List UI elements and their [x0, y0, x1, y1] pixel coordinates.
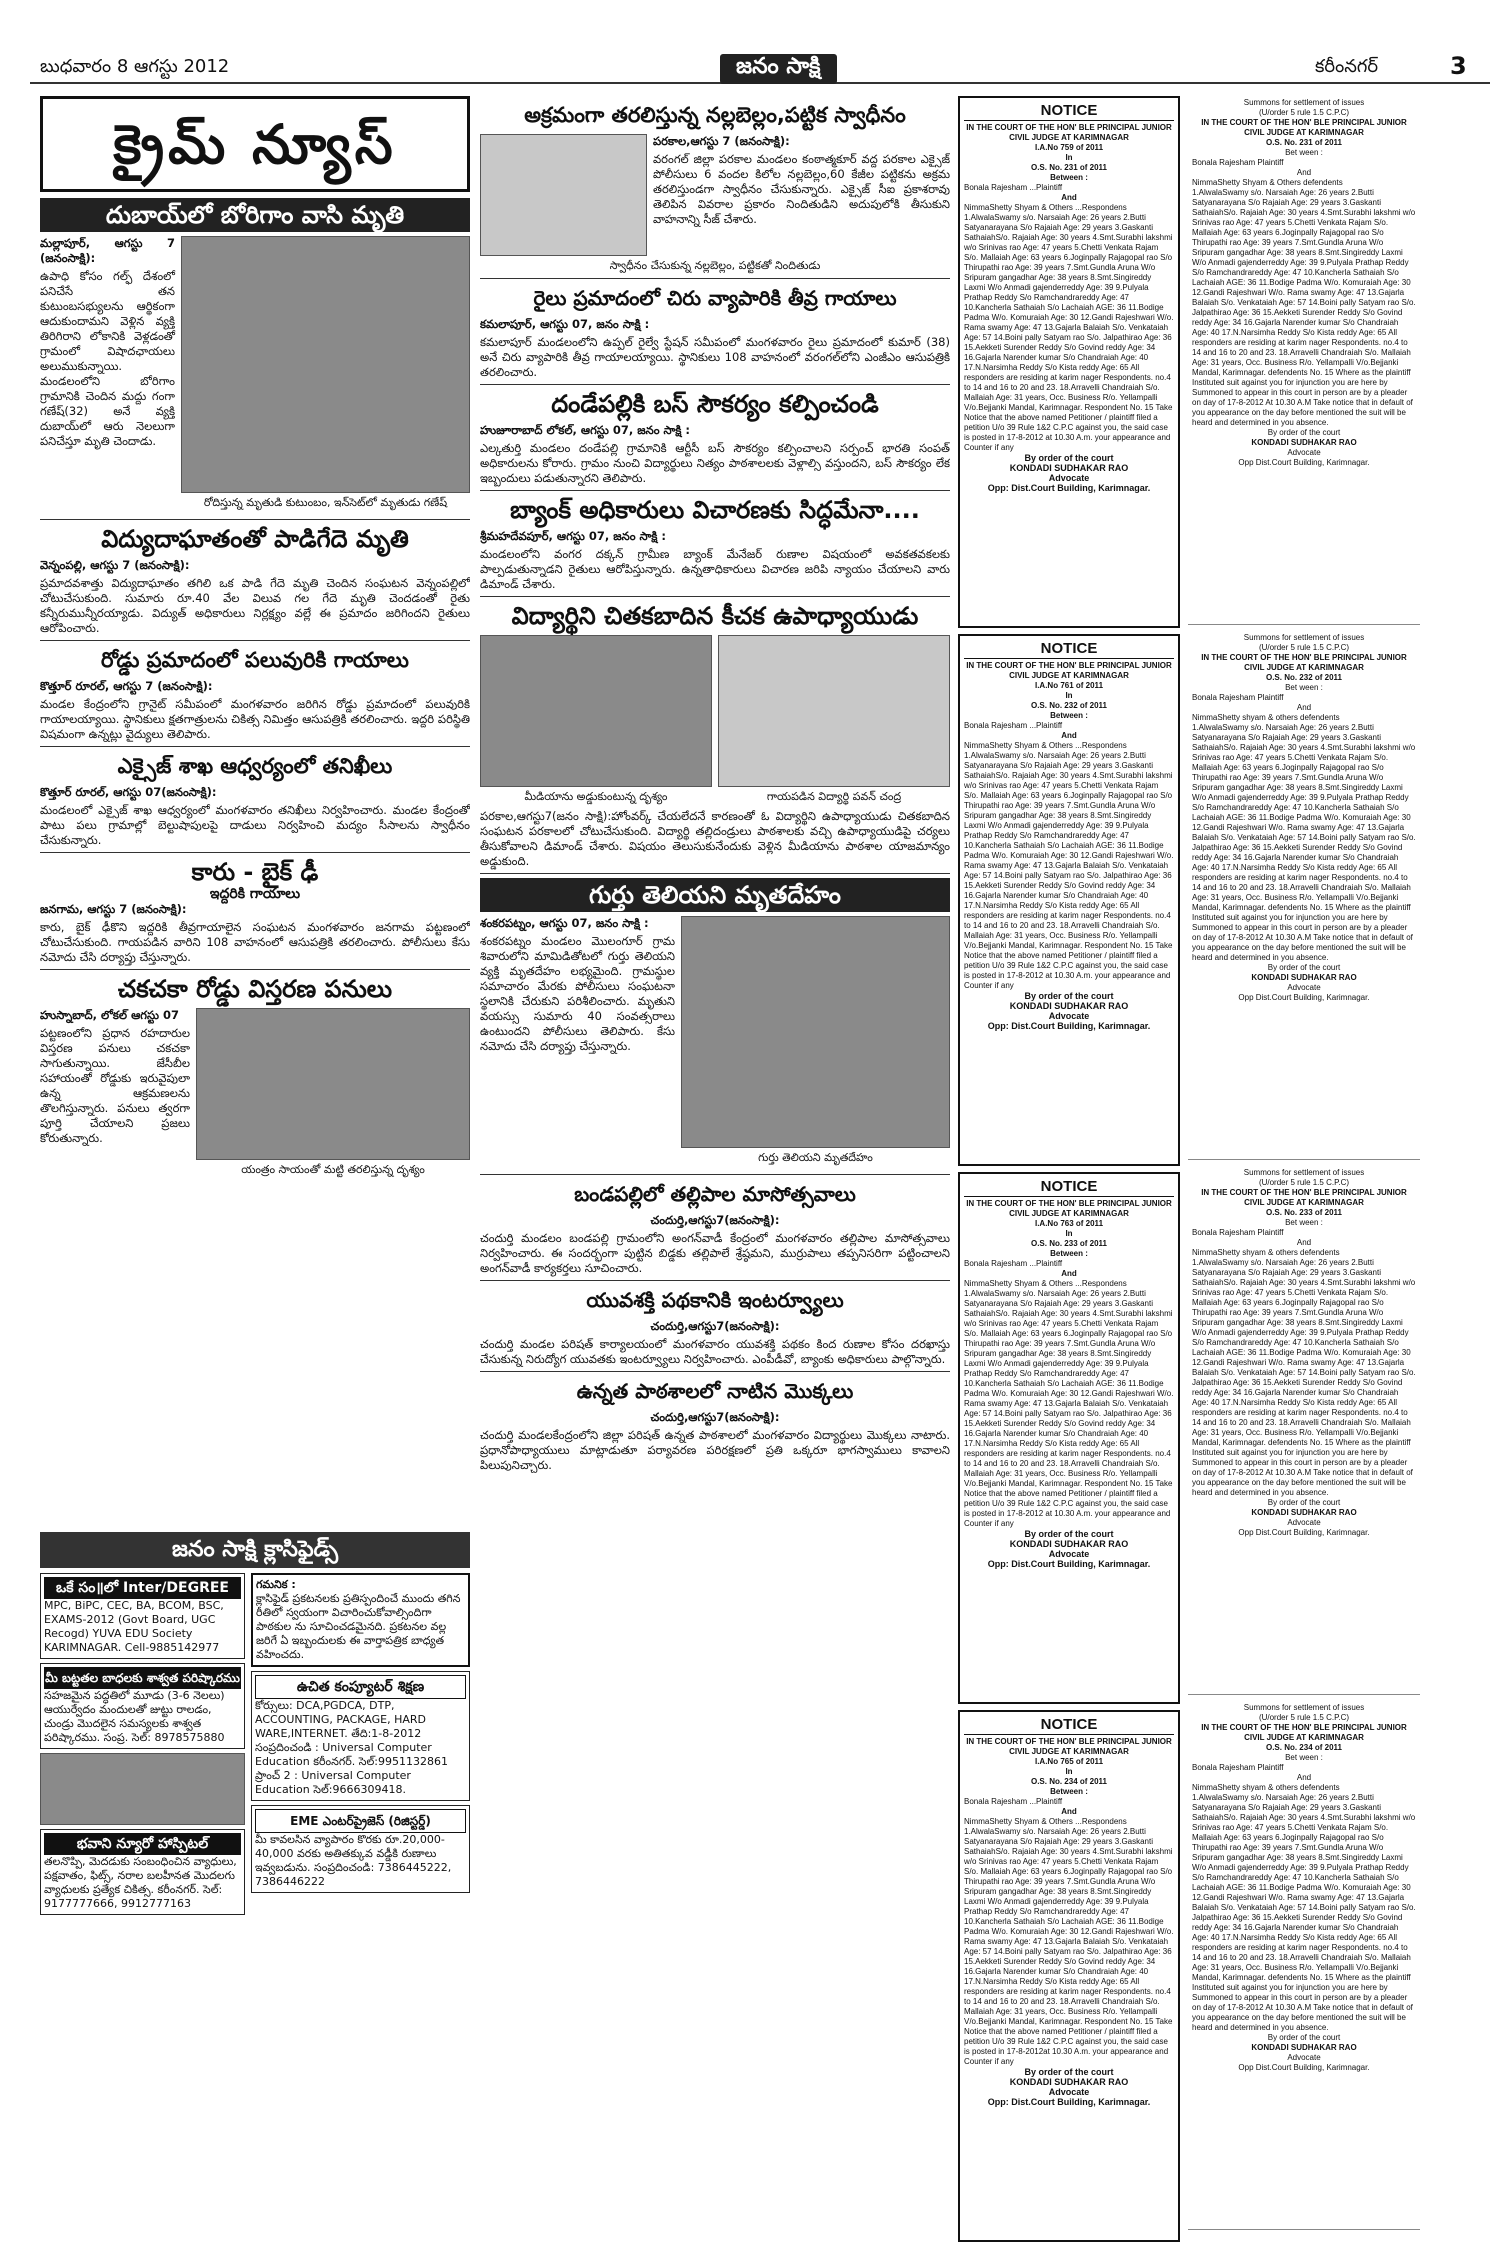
- summons-advocate: KONDADI SUDHAKAR RAO: [1251, 438, 1357, 447]
- summons-advocate: KONDADI SUDHAKAR RAO: [1251, 1508, 1357, 1517]
- deadbody-dateline: శంకరపట్నం, ఆగస్టు 07, జనం సాక్షి :: [480, 916, 649, 930]
- summons-2: [1188, 631, 1420, 1160]
- summons-os: O.S. No. 233 of 2011: [1265, 1208, 1343, 1217]
- summons-os: O.S. No. 232 of 2011: [1265, 673, 1343, 682]
- plants-body: చందుర్తి మండలకేంద్రంలోని జిల్లా పరిషత్ ఉన్నత పాఠశాలలో మంగళవారం విద్యార్థులు మొక్కలు నాటారు. ప్రధానోపాధ్యాయులు మాట్లాడుతూ పర్యావరణ పరిరక్షణలో ప్రతి ఒక్కరూ భాగస్వాములు కావాలని పిలుపునిచ్చారు.: [480, 1428, 950, 1472]
- teacher-headline: విద్యార్థిని చితకబాదిన కీచక ఉపాధ్యాయుడు: [511, 602, 919, 630]
- notice-court: IN THE COURT OF THE HON' BLE PRINCIPAL JUNIOR CIVIL JUDGE AT KARIMNAGAR: [966, 1199, 1172, 1218]
- bank-dateline: శ్రీమహదేవపూర్, ఆగస్టు 07, జనం సాక్షి :: [480, 529, 666, 543]
- summons-plaintiff: Bonala Rajesham Plaintiff: [1192, 693, 1284, 702]
- inter-degree-title: ఒకే సం॥లో Inter/DEGREE: [44, 1577, 241, 1599]
- skull-image: [40, 1753, 245, 1825]
- notice-between: Between :: [1050, 1249, 1088, 1258]
- bank-headline: బ్యాంక్ అధికారులు విచారణకు సిద్ధమేనా....: [510, 496, 920, 524]
- middle-news-column: [480, 96, 950, 2222]
- summons-list: 1.AlwalaSwamy s/o. Narsaiah Age: 26 years 2.Butti Satyanarayana S/o Rajaiah Age: 29 years 3.Gaskanti SathaiahS/o. Rajaiah Age: 30 years 4.Smt.Surabhi lakshmi w/o Srinivas rao Age: 47 years 5.Chetti Venkata Rajam S/o. Mallaiah Age: 63 years 6.Joginpally Rajagopal rao S/o Thirupathi rao Age: 39 years 7.Smt.Gundla Aruna W/o Sripuram gangadhar Age: 38 years 8.Smt.Singireddy Laxmi W/o Anmadi gajenderreddy Age: 39 9.Pulyala Prathap Reddy S/o Ramchandrareddy Age: 47 10.Kancherla Sathaiah S/o Lachaiah AGE: 36 11.Bodige Padma W/o. Komuraiah Age: 30 12.Gandi Rajeshwari W/o. Rama swamy Age: 47 13.Gajarla Balaiah S/o. Venkataiah Age: 57 14.Boini pally Satyam rao S/o. Jalpathirao Age: 36 15.Aekketi Surender Reddy S/o Govind reddy Age: 34 16.Gajarla Narender kumar S/o Chandraiah Age: 40 17.N.Narsimha Reddy S/o Kista reddy Age: 65 All responders are residing at karim nager Respondents. no.4 to 14 and 16 to 20 and 23. 18.Arravelli Chandraiah S/o. Mallaiah Age: 31 years, Occ. Business R/o. Yellampalli V/o.Bejjanki Mandal, Karimnagar. defendents No. 15 Where as the plaintiff Instituted suit against you for injunction you are here by Summoned to appear in this court in person are by a pleader on day of 17-8-2012 At 10.30 A.M Take notice that in default of you appearance on the day before mentioned the suit will be heard and determined in you absence.: [1192, 1258, 1416, 1497]
- divider: [40, 852, 470, 853]
- notice-os: O.S. No. 233 of 2011: [1030, 1239, 1108, 1248]
- notice-and: And: [1061, 731, 1077, 740]
- classifieds-right-col: [251, 1573, 470, 1919]
- notice-order: By order of the court: [1024, 1529, 1114, 1539]
- summons-order: By order of the court: [1267, 1498, 1341, 1507]
- summons-order: By order of the court: [1267, 428, 1341, 437]
- neuro-hospital-body: తలనొప్పి, మెదడుకు సంబంధించిన వ్యాధులు, పక్షవాతం, ఫిట్స్, నరాల బలహీనత మొదలగు వ్యాధులకు ప్రత్యేక చికిత్స. కరీంనగర్. సెల్: 9177777666, 9912777163: [44, 1855, 237, 1910]
- summons-address: Opp Dist.Court Building, Karimnagar.: [1238, 2063, 1370, 2072]
- summons-rule: (U/order 5 rule 1.5 C.P.C): [1258, 1713, 1350, 1722]
- roadworks-photo-col: [196, 1008, 470, 1182]
- car-dateline: జనగామ, ఆగస్టు 7 (జనంసాక్షి):: [40, 902, 187, 916]
- summons-os: O.S. No. 234 of 2011: [1265, 1743, 1343, 1752]
- summons-advocate: KONDADI SUDHAKAR RAO: [1251, 973, 1357, 982]
- divider: [480, 490, 950, 491]
- notice-address: Opp: Dist.Court Building, Karimnagar.: [987, 2097, 1151, 2107]
- page-number: 3: [1450, 52, 1467, 80]
- notice-title: గమనిక :: [256, 1578, 296, 1591]
- summons-address: Opp Dist.Court Building, Karimnagar.: [1238, 1528, 1370, 1537]
- summons-court: IN THE COURT OF THE HON' BLE PRINCIPAL JUNIOR CIVIL JUDGE AT KARIMNAGAR: [1201, 653, 1407, 672]
- notice-respondents: NimmaShetty Shyam & Others ...Respondens: [964, 1817, 1127, 1826]
- summons-list: 1.AlwalaSwamy s/o. Narsaiah Age: 26 years 2.Butti Satyanarayana S/o Rajaiah Age: 29 years 3.Gaskanti SathaiahS/o. Rajaiah Age: 30 years 4.Smt.Surabhi lakshmi w/o Srinivas rao Age: 47 years 5.Chetti Venkata Rajam S/o. Mallaiah Age: 63 years 6.Joginpally Rajagopal rao S/o Thirupathi rao Age: 39 years 7.Smt.Gundla Aruna W/o Sripuram gangadhar Age: 38 years 8.Smt.Singireddy Laxmi W/o Anmadi gajenderreddy Age: 39 9.Pulyala Prathap Reddy S/o Ramchandrareddy Age: 47 10.Kancherla Sathaiah S/o Lachaiah AGE: 36 11.Bodige Padma W/o. Komuraiah Age: 30 12.Gandi Rajeshwari W/o. Rama swamy Age: 47 13.Gajarla Balaiah S/o. Venkataiah Age: 57 14.Boini pally Satyam rao S/o. Jalpathirao Age: 36 15.Aekketi Surender Reddy S/o Govind reddy Age: 34 16.Gajarla Narender kumar S/o Chandraiah Age: 40 17.N.Narsimha Reddy S/o Kista reddy Age: 65 All responders are residing at karim nager Respondents. no.4 to 14 and 16 to 20 and 23. 18.Arravelli Chandraiah S/o. Mallaiah Age: 31 years, Occ. Business R/o. Yellampalli V/o.Bejjanki Mandal, Karimnagar. defendents No. 15 Where as the plaintiff Instituted suit against you for injunction you are here by Summoned to appear in this court in person are by a pleader on day of 17-8-2012 At 10.30 A.M Take notice that in default of you appearance on the day before mentioned the suit will be heard and determined in you absence.: [1192, 188, 1416, 427]
- notice-ia: I.A.No 759 of 2011: [1034, 143, 1104, 152]
- court-notice-3: [958, 1172, 1180, 1704]
- notice-court: IN THE COURT OF THE HON' BLE PRINCIPAL JUNIOR CIVIL JUDGE AT KARIMNAGAR: [966, 661, 1172, 680]
- deadbody-photo: [681, 916, 950, 1148]
- notice-respondents: NimmaShetty Shyam & Others ...Respondens: [964, 203, 1127, 212]
- summons-address: Opp Dist.Court Building, Karimnagar.: [1238, 993, 1370, 1002]
- notice-title: NOTICE: [964, 1716, 1174, 1735]
- notice-plaintiff: Bonala Rajesham ...Plaintiff: [964, 183, 1063, 192]
- summons-court: IN THE COURT OF THE HON' BLE PRINCIPAL JUNIOR CIVIL JUDGE AT KARIMNAGAR: [1201, 1188, 1407, 1207]
- summons-and: And: [1296, 1773, 1312, 1782]
- summons-court: IN THE COURT OF THE HON' BLE PRINCIPAL JUNIOR CIVIL JUDGE AT KARIMNAGAR: [1201, 1723, 1407, 1742]
- notice-in: In: [1065, 691, 1073, 700]
- notice-box: [251, 1573, 470, 1667]
- divider: [480, 1371, 950, 1372]
- notice-order: By order of the court: [1024, 453, 1114, 463]
- divider: [40, 640, 470, 641]
- plants-headline: ఉన్నత పాఠశాలలో నాటిన మొక్కలు: [576, 1379, 854, 1403]
- notice-and: And: [1061, 193, 1077, 202]
- notice-advocate: KONDADI SUDHAKAR RAO: [1009, 1001, 1129, 1011]
- notice-body: క్లాసిఫైడ్ ప్రకటనలకు ప్రతిస్పందించే ముందు తగిన రీతిలో స్వయంగా విచారించుకోవాల్సిందిగా పాఠకుల ను సూచించడమైనది. ప్రకటనల వల్ల జరిగే ఏ ఇబ్బందులకు ఈ వార్తాపత్రిక బాధ్యత వహించదు.: [256, 1592, 461, 1661]
- summons-1: [1188, 96, 1420, 625]
- summons-and: And: [1296, 703, 1312, 712]
- notice-plaintiff: Bonala Rajesham ...Plaintiff: [964, 1259, 1063, 1268]
- notice-title: NOTICE: [964, 640, 1174, 659]
- notice-respondents: NimmaShetty Shyam & Others ...Respondens: [964, 1279, 1127, 1288]
- divider: [480, 1280, 950, 1281]
- rail-dateline: కమలాపూర్, ఆగస్టు 07, జనం సాక్షి :: [480, 317, 650, 331]
- notice-title: NOTICE: [964, 102, 1174, 121]
- flag-body: వరంగల్ జిల్లా పరకాల మండలం కంఠాత్మకూర్ వద్ద పరకాల ఎక్సైజ్ పోలీసులు 6 వందల కిలోల నల్లబెల్లం,60 కేజీల పట్టికను అక్రమ తరలిస్తుండగా స్వాధీనం చేసుకున్నారు. ఎక్సైజ్ సీఐ ప్రకాశరావు తెలిపిన వివరాల ప్రకారం నిందితుడిని అదుపులోకి తీసుకుని వాహనాన్ని సీజ్ చేశారు.: [653, 152, 950, 226]
- summons-between: Bet ween :: [1285, 683, 1323, 692]
- notice-address: Opp: Dist.Court Building, Karimnagar.: [987, 1021, 1151, 1031]
- computer-training-body: కోర్సులు: DCA,PGDCA, DTP, ACCOUNTING, PACKAGE, HARD WARE,INTERNET. తేది:1-8-2012 సంప్రదించండి : Universal Computer Education కరీంనగర్. సెల్:9951132861 ప్రాంచ్ 2 : Universal Computer Education సెల్:9666309418.: [255, 1699, 448, 1796]
- summons-title: Summons for settlement of issues: [1243, 1168, 1365, 1177]
- divider: [480, 278, 950, 279]
- edition-name: కరీంనగర్: [1315, 56, 1378, 77]
- rail-body: కమలాపూర్ మండలంలోని ఉప్పల్ రైల్వే స్టేషన్ సమీపంలో మంగళవారం రైలు ప్రమాదంలో కుమార్ (38) అనే చిరు వ్యాపారికి తీవ్ర గాయాలయ్యాయి. స్థానికులు 108 వాహనంలో వరంగల్‌లోని ఎంజీఎం ఆసుపత్రికి తరలించారు.: [480, 335, 950, 379]
- dubai-text-col: [40, 236, 175, 515]
- notice-ia: I.A.No 765 of 2011: [1034, 1757, 1104, 1766]
- dubai-caption: రోదిస్తున్న మృతుడి కుటుంబం, ఇన్‌సెట్‌లో మృతుడు గణేష్: [203, 496, 448, 509]
- roadworks-dateline: హుస్నాబాద్, లోకల్ ఆగస్టు 07: [40, 1008, 180, 1022]
- summons-rule: (U/order 5 rule 1.5 C.P.C): [1258, 108, 1350, 117]
- newspaper-logo: జనం సాక్షి: [720, 54, 837, 84]
- bus-dateline: హుజూరాబాద్ లోకల్, ఆగస్టు 07, జనం సాక్షి :: [480, 423, 690, 437]
- notice-advocate-title: Advocate: [1048, 1549, 1090, 1559]
- summons-and: And: [1296, 168, 1312, 177]
- roadworks-headline: చకచకా రోడ్డు విస్తరణ పనులు: [117, 975, 393, 1003]
- bus-headline: దండేపల్లికి బస్ సౌకర్యం కల్పించండి: [551, 390, 879, 418]
- notice-list: 1.AlwalaSwamy s/o. Narsaiah Age: 26 years 2.Butti Satyanarayana S/o Rajaiah Age: 29 years 3.Gaskanti SathaiahS/o. Rajaiah Age: 30 years 4.Smt.Surabhi lakshmi w/o Srinivas rao Age: 47 years 5.Chetti Venkata Rajam S/o. Mallaiah Age: 63 years 6.Joginpally Rajagopal rao S/o Thirupathi rao Age: 39 years 7.Smt.Gundla Aruna W/o Sripuram gangadhar Age: 38 years 8.Smt.Singireddy Laxmi W/o Anmadi gajenderreddy Age: 39 9.Pulyala Prathap Reddy S/o Ramchandrareddy Age: 47 10.Kancherla Sathaiah S/o Lachaiah AGE: 36 11.Bodige Padma W/o. Komuraiah Age: 30 12.Gandi Rajeshwari W/o. Rama swamy Age: 47 13.Gajarla Balaiah S/o. Venkataiah Age: 57 14.Boini pally Satyam rao S/o. Jalpathirao Age: 36 15.Aekketi Surender Reddy S/o Govind reddy Age: 34 16.Gajarla Narender kumar S/o Chandraiah Age: 40 17.N.Narsimha Reddy S/o Kista reddy Age: 65 All responders are residing at karim nager Respondents. no.4 to 14 and 16 to 20 and 23. 18.Arravelli Chandraiah S/o. Mallaiah Age: 31 years, Occ. Business R/o. Yellampalli V/o.Bejjanki Mandal, Karimnagar. Respondent No. 15 Take Notice that the above named Petitioner / plaintiff filed a petition U/o 39 Rule 1&2 C.P.C against you, the said case is posted in 17-8-2012 at 10.30 A.m. your appearance and Counter if any: [964, 751, 1174, 990]
- notice-in: In: [1065, 1767, 1073, 1776]
- deadbody-story: [480, 916, 950, 1170]
- summons-address: Opp Dist.Court Building, Karimnagar.: [1238, 458, 1370, 467]
- youth-dateline: చందుర్తి,ఆగస్టు7(జనంసాక్షి):: [650, 1319, 780, 1333]
- divider: [480, 873, 950, 874]
- notice-list: 1.AlwalaSwamy s/o. Narsaiah Age: 26 years 2.Butti Satyanarayana S/o Rajaiah Age: 29 years 3.Gaskanti SathaiahS/o. Rajaiah Age: 30 years 4.Smt.Surabhi lakshmi w/o Srinivas rao Age: 47 years 5.Chetti Venkata Rajam S/o. Mallaiah Age: 63 years 6.Joginpally Rajagopal rao S/o Thirupathi rao Age: 39 years 7.Smt.Gundla Aruna W/o Sripuram gangadhar Age: 38 years 8.Smt.Singireddy Laxmi W/o Anmadi gajenderreddy Age: 39 9.Pulyala Prathap Reddy S/o Ramchandrareddy Age: 47 10.Kancherla Sathaiah S/o Lachaiah AGE: 36 11.Bodige Padma W/o. Komuraiah Age: 30 12.Gandi Rajeshwari W/o. Rama swamy Age: 47 13.Gajarla Balaiah S/o. Venkataiah Age: 57 14.Boini pally Satyam rao S/o. Jalpathirao Age: 36 15.Aekketi Surender Reddy S/o Govind reddy Age: 34 16.Gajarla Narender kumar S/o Chandraiah Age: 40 17.N.Narsimha Reddy S/o Kista reddy Age: 65 All responders are residing at karim nager Respondents. no.4 to 14 and 16 to 20 and 23. 18.Arravelli Chandraiah S/o. Mallaiah Age: 31 years, Occ. Business R/o. Yellampalli V/o.Bejjanki Mandal, Karimnagar. Respondent No. 15 Take Notice that the above named Petitioner / plaintiff filed a petition U/o 39 Rule 1&2 C.P.C against you, the said case is posted in 17-8-2012at 10.30 A.m. your appearance and Counter if any: [964, 1827, 1174, 2066]
- teacher-photo-2-wrap: [718, 635, 950, 809]
- hair-treatment-title: మీ బట్టతల బాధలకు శాశ్వత పరిష్కారము: [44, 1667, 241, 1689]
- media-blocking-photo: [480, 635, 712, 787]
- flag-story: [480, 134, 950, 256]
- divider: [480, 596, 950, 597]
- classifieds-grid: [40, 1573, 470, 1919]
- computer-training-ad: [251, 1671, 470, 1801]
- computer-training-title: ఉచిత కంప్యూటర్ శిక్షణ: [255, 1675, 466, 1699]
- summons-title: Summons for settlement of issues: [1243, 1703, 1365, 1712]
- road-headline: రోడ్డు ప్రమాదంలో పలువురికి గాయాలు: [101, 648, 409, 672]
- deadbody-photo-col: [681, 916, 950, 1170]
- hair-treatment-ad: [40, 1663, 245, 1749]
- notice-os: O.S. No. 234 of 2011: [1030, 1777, 1108, 1786]
- notice-in: In: [1065, 1229, 1073, 1238]
- summons-order: By order of the court: [1267, 963, 1341, 972]
- issue-date: బుధవారం 8 ఆగస్టు 2012: [40, 56, 230, 77]
- notice-respondents: NimmaShetty Shyam & Others ...Respondens: [964, 741, 1127, 750]
- notice-list: 1.AlwalaSwamy s/o. Narsaiah Age: 26 years 2.Butti Satyanarayana S/o Rajaiah Age: 29 years 3.Gaskanti SathaiahS/o. Rajaiah Age: 30 years 4.Smt.Surabhi lakshmi w/o Srinivas rao Age: 47 years 5.Chetti Venkata Rajam S/o. Mallaiah Age: 63 years 6.Joginpally Rajagopal rao S/o Thirupathi rao Age: 39 years 7.Smt.Gundla Aruna W/o Sripuram gangadhar Age: 38 years 8.Smt.Singireddy Laxmi W/o Anmadi gajenderreddy Age: 39 9.Pulyala Prathap Reddy S/o Ramchandrareddy Age: 47 10.Kancherla Sathaiah S/o Lachaiah AGE: 36 11.Bodige Padma W/o. Komuraiah Age: 30 12.Gandi Rajeshwari W/o. Rama swamy Age: 47 13.Gajarla Balaiah S/o. Venkataiah Age: 57 14.Boini pally Satyam rao S/o. Jalpathirao Age: 36 15.Aekketi Surender Reddy S/o Govind reddy Age: 34 16.Gajarla Narender kumar S/o Chandraiah Age: 40 17.N.Narsimha Reddy S/o Kista reddy Age: 65 All responders are residing at karim nager Respondents. no.4 to 14 and 16 to 20 and 23. 18.Arravelli Chandraiah S/o. Mallaiah Age: 31 years, Occ. Business R/o. Yellampalli V/o.Bejjanki Mandal, Karimnagar. Respondent No. 15 Take Notice that the above named Petitioner / plaintiff filed a petition U/o 39 Rule 1&2 C.P.C against you, the said case is posted in 17-8-2012 at 10.30 A.m. your appearance and Counter if any: [964, 1289, 1174, 1528]
- notice-and: And: [1061, 1807, 1077, 1816]
- summons-list: 1.AlwalaSwamy s/o. Narsaiah Age: 26 years 2.Butti Satyanarayana S/o Rajaiah Age: 29 years 3.Gaskanti SathaiahS/o. Rajaiah Age: 30 years 4.Smt.Surabhi lakshmi w/o Srinivas rao Age: 47 years 5.Chetti Venkata Rajam S/o. Mallaiah Age: 63 years 6.Joginpally Rajagopal rao S/o Thirupathi rao Age: 39 years 7.Smt.Gundla Aruna W/o Sripuram gangadhar Age: 38 years 8.Smt.Singireddy Laxmi W/o Anmadi gajenderreddy Age: 39 9.Pulyala Prathap Reddy S/o Ramchandrareddy Age: 47 10.Kancherla Sathaiah S/o Lachaiah AGE: 36 11.Bodige Padma W/o. Komuraiah Age: 30 12.Gandi Rajeshwari W/o. Rama swamy Age: 47 13.Gajarla Balaiah S/o. Venkataiah Age: 57 14.Boini pally Satyam rao S/o. Jalpathirao Age: 36 15.Aekketi Surender Reddy S/o Govind reddy Age: 34 16.Gajarla Narender kumar S/o Chandraiah Age: 40 17.N.Narsimha Reddy S/o Kista reddy Age: 65 All responders are residing at karim nager Respondents. no.4 to 14 and 16 to 20 and 23. 18.Arravelli Chandraiah S/o. Mallaiah Age: 31 years, Occ. Business R/o. Yellampalli V/o.Bejjanki Mandal, Karimnagar. defendents No. 15 Where as the plaintiff Instituted suit against you for injunction you are here by Summoned to appear in this court in person are by a pleader on day of 17-8-2012 At 10.30 A.M Take notice that in default of you appearance on the day before mentioned the suit will be heard and determined in you absence.: [1192, 1793, 1416, 2032]
- dubai-body: ఉపాధి కోసం గల్ఫ్ దేశంలో పనిచేసే తన కుటుంబసభ్యులను ఆర్థికంగా ఆదుకుందామని వెళ్లిన వ్యక్తి తిరిగిరాని లోకానికి వెళ్లడంతో గ్రామంలో విషాదఛాయలు అలుముకున్నాయి. మండలంలోని బోరిగాం గ్రామానికి చెందిన మద్దు గంగా గణేష్(32) అనే వ్యక్తి దుబాయ్‌లో ఆరు నెలలుగా పనిచేస్తూ మృతి చెందాడు.: [40, 269, 175, 448]
- electric-body: ప్రమాదవశాత్తు విద్యుదాఘాతం తగిలి ఒక పాడి గేదె మృతి చెందిన సంఘటన వెన్నంపల్లిలో చోటుచేసుకుంది. సుమారు రూ.40 వేల విలువ గల గేదె మృతి చెందడంతో రైతు కన్నీరుమున్నీరయ్యాడు. విద్యుత్ అధికారులు నిర్లక్ష్యం వల్లే ఈ ప్రమాదం జరిగిందని రైతులు ఆరోపించారు.: [40, 576, 470, 635]
- notice-between: Between :: [1050, 1787, 1088, 1796]
- notice-address: Opp: Dist.Court Building, Karimnagar.: [987, 483, 1151, 493]
- flag-headline: అక్రమంగా తరలిస్తున్న నల్లబెల్లం,పట్టిక స్వాధీనం: [524, 103, 906, 127]
- notice-os: O.S. No. 232 of 2011: [1030, 701, 1108, 710]
- notice-court: IN THE COURT OF THE HON' BLE PRINCIPAL JUNIOR CIVIL JUDGE AT KARIMNAGAR: [966, 1737, 1172, 1756]
- summons-advocate-title: Advocate: [1287, 1518, 1321, 1527]
- summons-rule: (U/order 5 rule 1.5 C.P.C): [1258, 1178, 1350, 1187]
- notice-and: And: [1061, 1269, 1077, 1278]
- teacher-photo-1-wrap: [480, 635, 712, 809]
- divider: [40, 519, 470, 520]
- summons-advocate: KONDADI SUDHAKAR RAO: [1251, 2043, 1357, 2052]
- court-notice-4: [958, 1710, 1180, 2242]
- summons-plaintiff: Bonala Rajesham Plaintiff: [1192, 1763, 1284, 1772]
- divider: [480, 1174, 950, 1175]
- roadworks-body: పట్టణంలోని ప్రధాన రహదారుల విస్తరణ పనులు చకచకా సాగుతున్నాయి. జేసీబీల సహాయంతో రోడ్డుకు ఇరువైపులా ఉన్న ఆక్రమణలను తొలగిస్తున్నారు. పనులు త్వరగా పూర్తి చేయాలని ప్రజలు కోరుతున్నారు.: [40, 1026, 190, 1145]
- hair-treatment-body: సహజమైన పద్ధతిలో మూడు (3-6 నెలలు) ఆయుర్వేదం మందులతో జుట్టు రాలడం, చుండ్రు మొదలైన సమస్యలకు శాశ్వత పరిష్కారము. సంప్ర. సెల్: 8978575880: [44, 1689, 225, 1744]
- roadworks-caption: యంత్రం సాయంతో మట్టి తరలిస్తున్న దృశ్యం: [241, 1163, 425, 1176]
- notice-order: By order of the court: [1024, 2067, 1114, 2077]
- road-dateline: కొత్తూర్ రూరల్, ఆగస్టు 7 (జనంసాక్షి):: [40, 679, 213, 693]
- roadworks-photo: [196, 1008, 470, 1160]
- flag-photo: [480, 134, 647, 256]
- notice-address: Opp: Dist.Court Building, Karimnagar.: [987, 1559, 1151, 1569]
- plants-dateline: చందుర్తి,ఆగస్టు7(జనంసాక్షి):: [650, 1410, 780, 1424]
- court-notice-2: [958, 634, 1180, 1166]
- teacher-photos: [480, 635, 950, 809]
- summons-advocate-title: Advocate: [1287, 2053, 1321, 2062]
- summons-between: Bet ween :: [1285, 1753, 1323, 1762]
- masthead: [30, 52, 1490, 84]
- teacher-caption-1: మీడియాను అడ్డుకుంటున్న దృశ్యం: [524, 790, 668, 803]
- milk-dateline: చందుర్తి,ఆగస్టు7(జనంసాక్షి):: [650, 1213, 780, 1227]
- electric-headline: విద్యుదాఘాతంతో పాడిగేదె మృతి: [101, 525, 409, 553]
- divider: [480, 384, 950, 385]
- notice-between: Between :: [1050, 173, 1088, 182]
- notices-column: [958, 96, 1180, 2222]
- summons-title: Summons for settlement of issues: [1243, 633, 1365, 642]
- notice-plaintiff: Bonala Rajesham ...Plaintiff: [964, 721, 1063, 730]
- road-body: మండల కేంద్రంలోని గ్రానైట్ సమీపంలో మంగళవారం జరిగిన రోడ్డు ప్రమాదంలో పలువురికి గాయాలయ్యాయి. స్థానికులు క్షతగాత్రులను చికిత్స నిమిత్తం ఆసుపత్రికి తరలించారు. ఇద్దరి పరిస్థితి విషమంగా ఉన్నట్లు వైద్యులు తెలిపారు.: [40, 697, 470, 741]
- notice-advocate-title: Advocate: [1048, 1011, 1090, 1021]
- teacher-body: పరకాల,ఆగస్టు7(జనం సాక్షి):హోంవర్క్ చేయలేదనే కారణంతో ఓ విద్యార్థిని ఉపాధ్యాయుడు చితకబాదిన సంఘటన పరకాలలో చోటుచేసుకుంది. విద్యార్థి తల్లిదండ్రులు పాఠశాలకు వచ్చి ఉపాధ్యాయుడిపై చర్యలు తీసుకోవాలని డిమాండ్ చేశారు. విషయం తెలుసుకునేందుకు వెళ్లిన మీడియాను పాఠశాల యాజమాన్యం అడ్డుకుంది.: [480, 809, 950, 868]
- dubai-photo-col: [181, 236, 470, 515]
- notice-os: O.S. No. 231 of 2011: [1030, 163, 1108, 172]
- excise-dateline: కొత్తూర్ రూరల్, ఆగస్టు 07(జనంసాక్షి):: [40, 785, 217, 799]
- notice-in: In: [1065, 153, 1073, 162]
- crime-news-logo: క్రైమ్ న్యూస్: [40, 96, 470, 192]
- notice-order: By order of the court: [1024, 991, 1114, 1001]
- dubai-dateline: మల్లాపూర్, ఆగస్టు 7 (జనంసాక్షి):: [40, 236, 175, 265]
- notice-advocate: KONDADI SUDHAKAR RAO: [1009, 463, 1129, 473]
- summons-between: Bet ween :: [1285, 1218, 1323, 1227]
- summons-plaintiff: Bonala Rajesham Plaintiff: [1192, 158, 1284, 167]
- car-headline: కారు - బైక్ ఢీ: [191, 858, 319, 886]
- car-body: కారు, బైక్ ఢీకొని ఇద్దరికి తీవ్రగాయాలైన సంఘటన మంగళవారం జనగామ పట్టణంలో చోటుచేసుకుంది. గాయపడిన వారిని 108 వాహనంలో ఆసుపత్రికి తరలించారు. పోలీసులు కేసు నమోదు చేసి దర్యాప్తు చేస్తున్నారు.: [40, 920, 470, 964]
- notice-plaintiff: Bonala Rajesham ...Plaintiff: [964, 1797, 1063, 1806]
- roadworks-story: [40, 1008, 470, 1182]
- neuro-hospital-ad: [40, 1829, 245, 1915]
- summons-rule: (U/order 5 rule 1.5 C.P.C): [1258, 643, 1350, 652]
- youth-headline: యువశక్తి పథకానికి ఇంటర్వ్యూలు: [586, 1288, 844, 1312]
- notice-between: Between :: [1050, 711, 1088, 720]
- teacher-caption-2: గాయపడిన విద్యార్థి పవన్ చంద్ర: [766, 790, 902, 803]
- car-subhead: ఇద్దరికి గాయాలు: [209, 886, 301, 902]
- electric-dateline: వెన్నంపల్లి, ఆగస్టు 7 (జనంసాక్షి):: [40, 558, 190, 572]
- dubai-family-photo: [181, 236, 470, 493]
- summons-and: And: [1296, 1238, 1312, 1247]
- court-notice-1: [958, 96, 1180, 628]
- flag-dateline: పరకాల,ఆగస్టు 7 (జనంసాక్షి):: [653, 134, 790, 148]
- notice-ia: I.A.No 761 of 2011: [1034, 681, 1104, 690]
- neuro-hospital-title: భవాని న్యూరో హాస్పిటల్: [44, 1833, 241, 1855]
- roadworks-text-col: [40, 1008, 190, 1182]
- injured-student-photo: [718, 635, 950, 787]
- flag-caption: స్వాధీనం చేసుకున్న నల్లబెల్లం, పట్టికతో నిందితుడు: [609, 259, 821, 272]
- notice-advocate-title: Advocate: [1048, 2087, 1090, 2097]
- notice-list: 1.AlwalaSwamy s/o. Narsaiah Age: 26 years 2.Butti Satyanarayana S/o Rajaiah Age: 29 years 3.Gaskanti SathaiahS/o. Rajaiah Age: 30 years 4.Smt.Surabhi lakshmi w/o Srinivas rao Age: 47 years 5.Chetti Venkata Rajam S/o. Mallaiah Age: 63 years 6.Joginpally Rajagopal rao S/o Thirupathi rao Age: 39 years 7.Smt.Gundla Aruna W/o Sripuram gangadhar Age: 38 years 8.Smt.Singireddy Laxmi W/o Anmadi gajenderreddy Age: 39 9.Pulyala Prathap Reddy S/o Ramchandrareddy Age: 47 10.Kancherla Sathaiah S/o Lachaiah AGE: 36 11.Bodige Padma W/o. Komuraiah Age: 30 12.Gandi Rajeshwari W/o. Rama swamy Age: 47 13.Gajarla Balaiah S/o. Venkataiah Age: 57 14.Boini pally Satyam rao S/o. Jalpathirao Age: 36 15.Aekketi Surender Reddy S/o Govind reddy Age: 34 16.Gajarla Narender kumar S/o Chandraiah Age: 40 17.N.Narsimha Reddy S/o Kista reddy Age: 65 All responders are residing at karim nager Respondents. no.4 to 14 and 16 to 20 and 23. 18.Arravelli Chandraiah S/o. Mallaiah Age: 31 years, Occ. Business R/o. Yellampalli V/o.Bejjanki Mandal, Karimnagar. Respondent No. 15 Take Notice that the above named Petitioner / plaintiff filed a petition U/o 39 Rule 1&2 C.P.C against you, the said case is posted in 17-8-2012 at 10.30 A.m. your appearance and Counter if any: [964, 213, 1174, 452]
- inter-degree-ad: [40, 1573, 245, 1659]
- dubai-story: [40, 236, 470, 515]
- summons-defendant: NimmaShetty shyam & others defendents: [1192, 1783, 1340, 1792]
- divider: [40, 746, 470, 747]
- bank-body: మండలంలోని వంగర దక్కన్ గ్రామీణ బ్యాంక్ మేనేజర్ రుణాల విషయంలో అవకతవకలకు పాల్పడుతున్నాడని రైతులు ఆరోపిస్తున్నారు. ఉన్నతాధికారులు విచారణ జరిపి న్యాయం చేయాలని వారు డిమాండ్ చేశారు.: [480, 547, 950, 591]
- excise-body: మండలంలో ఎక్సైజ్ శాఖ ఆధ్వర్యంలో మంగళవారం తనిఖీలు నిర్వహించారు. మండల కేంద్రంతో పాటు పలు గ్రామాల్లో బెల్టుషాపులపై దాడులు నిర్వహించి మద్యం సీసాలను స్వాధీనం చేసుకున్నారు.: [40, 803, 470, 847]
- notice-advocate: KONDADI SUDHAKAR RAO: [1009, 1539, 1129, 1549]
- summons-defendant: NimmaShetty shyam & others defendents: [1192, 1248, 1340, 1257]
- summons-advocate-title: Advocate: [1287, 983, 1321, 992]
- deadbody-caption: గుర్తు తెలియని మృతదేహం: [758, 1151, 873, 1164]
- rail-headline: రైలు ప్రమాదంలో చిరు వ్యాపారికి తీవ్ర గాయాలు: [533, 286, 897, 310]
- notice-court: IN THE COURT OF THE HON' BLE PRINCIPAL JUNIOR CIVIL JUDGE AT KARIMNAGAR: [966, 123, 1172, 142]
- summons-4: [1188, 1701, 1420, 2230]
- summons-order: By order of the court: [1267, 2033, 1341, 2042]
- dubai-headline: దుబాయ్‌లో బోరిగాం వాసి మృతి: [40, 198, 470, 232]
- crime-news-column: [40, 96, 470, 1526]
- deadbody-headline: గుర్తు తెలియని మృతదేహం: [480, 878, 950, 912]
- eme-enterprises-title: EME ఎంటర్‌ప్రైజెస్ (రిజిస్టర్డ్): [255, 1809, 466, 1833]
- classifieds-header: జనం సాక్షి క్లాసిఫైడ్స్: [40, 1532, 470, 1568]
- summons-defendant: NimmaShetty shyam & others defendents: [1192, 713, 1340, 722]
- bus-body: ఎల్కతుర్తి మండలం దండేపల్లి గ్రామానికి ఆర్టీసీ బస్ సౌకర్యం కల్పించాలని సర్పంచ్ భారతి సంపత్ అధికారులను కోరారు. గ్రామం నుంచి విద్యార్థులు నిత్యం పాఠశాలలకు వెళ్లాల్సి వస్తుందని, బస్ సౌకర్యం లేక ఇబ్బందులు పడుతున్నారని తెలిపారు.: [480, 441, 950, 485]
- eme-enterprises-ad: [251, 1805, 470, 1893]
- excise-headline: ఎక్సైజ్ శాఖ ఆధ్వర్యంలో తనిఖీలు: [117, 754, 393, 778]
- milk-body: చందుర్తి మండలం బండపల్లి గ్రామంలోని అంగన్‌వాడీ కేంద్రంలో మంగళవారం తల్లిపాల మాసోత్సవాలు నిర్వహించారు. ఈ సందర్భంగా పుట్టిన బిడ్డకు తల్లిపాలే శ్రేష్ఠమని, ముర్రుపాలు తప్పనిసరిగా పట్టించాలని అంగన్‌వాడీ కార్యకర్తలు సూచించారు.: [480, 1231, 950, 1275]
- notice-advocate: KONDADI SUDHAKAR RAO: [1009, 2077, 1129, 2087]
- summons-os: O.S. No. 231 of 2011: [1265, 138, 1343, 147]
- summons-advocate-title: Advocate: [1287, 448, 1321, 457]
- classifieds-left-col: [40, 1573, 245, 1919]
- summons-plaintiff: Bonala Rajesham Plaintiff: [1192, 1228, 1284, 1237]
- summons-column: [1188, 96, 1420, 2222]
- flag-text-col: [653, 134, 950, 256]
- notice-title: NOTICE: [964, 1178, 1174, 1197]
- notice-ia: I.A.No 763 of 2011: [1034, 1219, 1104, 1228]
- deadbody-text-col: [480, 916, 675, 1170]
- summons-list: 1.AlwalaSwamy s/o. Narsaiah Age: 26 years 2.Butti Satyanarayana S/o Rajaiah Age: 29 years 3.Gaskanti SathaiahS/o. Rajaiah Age: 30 years 4.Smt.Surabhi lakshmi w/o Srinivas rao Age: 47 years 5.Chetti Venkata Rajam S/o. Mallaiah Age: 63 years 6.Joginpally Rajagopal rao S/o Thirupathi rao Age: 39 years 7.Smt.Gundla Aruna W/o Sripuram gangadhar Age: 38 years 8.Smt.Singireddy Laxmi W/o Anmadi gajenderreddy Age: 39 9.Pulyala Prathap Reddy S/o Ramchandrareddy Age: 47 10.Kancherla Sathaiah S/o Lachaiah AGE: 36 11.Bodige Padma W/o. Komuraiah Age: 30 12.Gandi Rajeshwari W/o. Rama swamy Age: 47 13.Gajarla Balaiah S/o. Venkataiah Age: 57 14.Boini pally Satyam rao S/o. Jalpathirao Age: 36 15.Aekketi Surender Reddy S/o Govind reddy Age: 34 16.Gajarla Narender kumar S/o Chandraiah Age: 40 17.N.Narsimha Reddy S/o Kista reddy Age: 65 All responders are residing at karim nager Respondents. no.4 to 14 and 16 to 20 and 23. 18.Arravelli Chandraiah S/o. Mallaiah Age: 31 years, Occ. Business R/o. Yellampalli V/o.Bejjanki Mandal, Karimnagar. defendents No. 15 Where as the plaintiff Instituted suit against you for injunction you are here by Summoned to appear in this court in person are by a pleader on day of 17-8-2012 At 10.30 A.M Take notice that in default of you appearance on the day before mentioned the suit will be heard and determined in you absence.: [1192, 723, 1416, 962]
- summons-title: Summons for settlement of issues: [1243, 98, 1365, 107]
- classifieds-section: [40, 1532, 470, 2222]
- summons-3: [1188, 1166, 1420, 1695]
- eme-enterprises-body: మీ కావలసిన వ్యాపారం కొరకు రూ.20,000-40,000 వరకు అతితక్కువ వడ్డీకి రుణాలు ఇవ్వబడును. సంప్రదించండి: 7386445222, 7386446222: [255, 1833, 452, 1888]
- notice-advocate-title: Advocate: [1048, 473, 1090, 483]
- inter-degree-body: MPC, BiPC, CEC, BA, BCOM, BSC, EXAMS-2012 (Govt Board, UGC Recogd) YUVA EDU Society KARIMNAGAR. Cell-9885142977: [44, 1599, 224, 1654]
- youth-body: చందుర్తి మండల పరిషత్ కార్యాలయంలో మంగళవారం యువశక్తి పథకం కింద రుణాల కోసం దరఖాస్తు చేసుకున్న నిరుద్యోగ యువతకు ఇంటర్వ్యూలు నిర్వహించారు. ఎంపీడీవో, బ్యాంకు అధికారులు పాల్గొన్నారు.: [480, 1337, 950, 1366]
- summons-defendant: NimmaShetty Shyam & Others defendents: [1192, 178, 1343, 187]
- divider: [40, 969, 470, 970]
- milk-headline: బండపల్లిలో తల్లిపాల మాసోత్సవాలు: [574, 1182, 856, 1206]
- deadbody-body: శంకరపట్నం మండలం మొలంగూర్ గ్రామ శివారులోని మామిడితోటలో గుర్తు తెలియని వ్యక్తి మృతదేహం లభ్యమైంది. గ్రామస్థుల సమాచారం మేరకు పోలీసులు సంఘటనా స్థలానికి చేరుకుని పరిశీలించారు. మృతుని వయస్సు సుమారు 40 సంవత్సరాలు ఉంటుందని పోలీసులు తెలిపారు. కేసు నమోదు చేసి దర్యాప్తు చేస్తున్నారు.: [480, 934, 675, 1053]
- summons-between: Bet ween :: [1285, 148, 1323, 157]
- summons-court: IN THE COURT OF THE HON' BLE PRINCIPAL JUNIOR CIVIL JUDGE AT KARIMNAGAR: [1201, 118, 1407, 137]
